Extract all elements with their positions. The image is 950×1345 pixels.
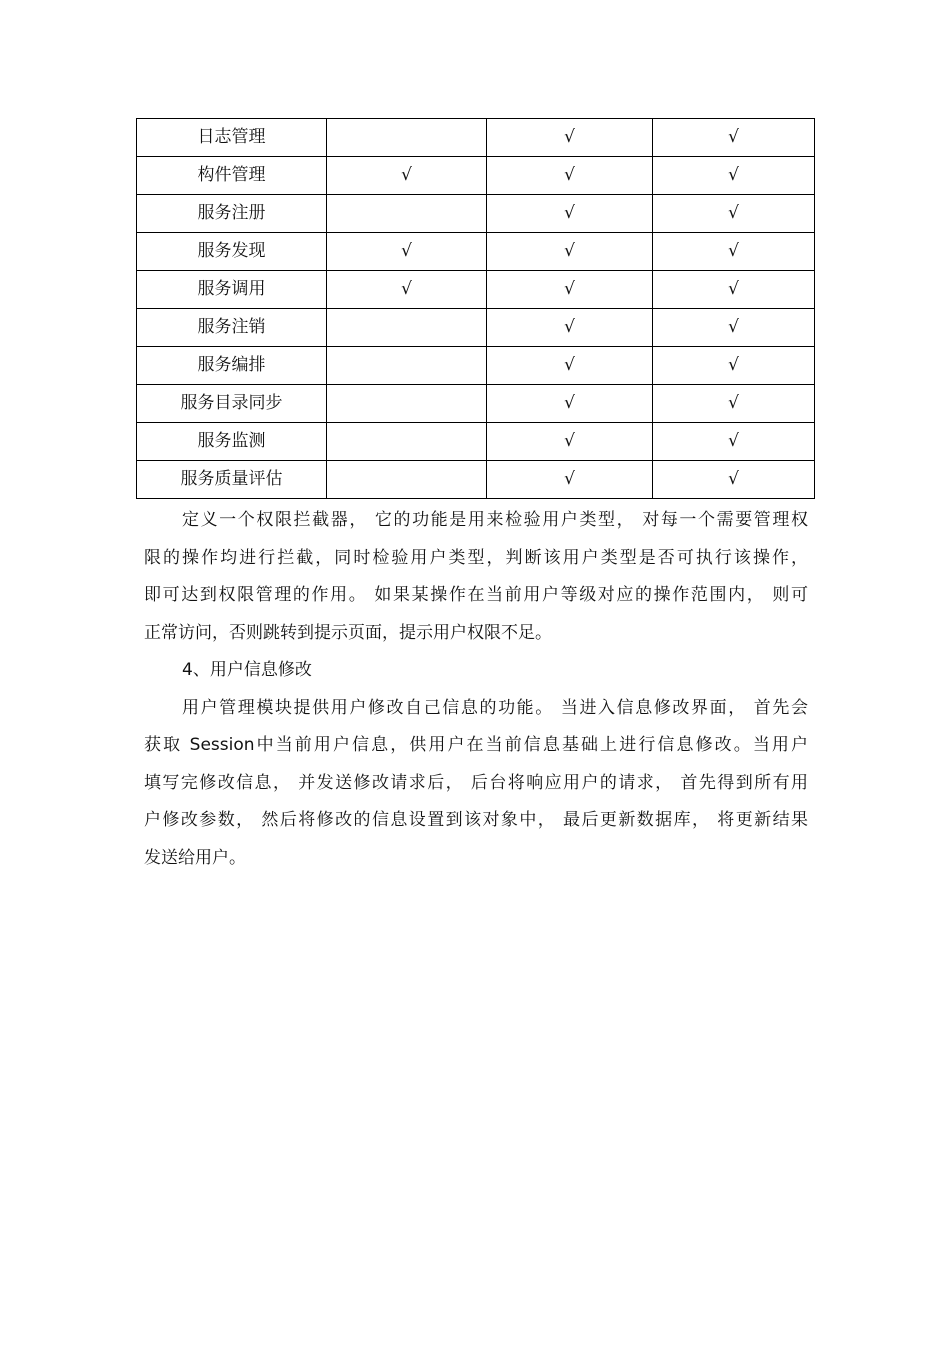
permission-cell: √ — [653, 309, 815, 347]
paragraph-line: 户修改参数， 然后将修改的信息设置到该对象中， 最后更新数据库， 将更新结果 — [144, 810, 808, 830]
function-cell: 日志管理 — [137, 119, 327, 157]
function-cell: 服务质量评估 — [137, 461, 327, 499]
permission-cell: √ — [327, 271, 487, 309]
function-cell: 服务编排 — [137, 347, 327, 385]
body-text — [144, 502, 808, 877]
permission-table-body — [137, 119, 815, 499]
paragraph-line: 获取 Session中当前用户信息，供用户在当前信息基础上进行信息修改。当用户 — [144, 735, 808, 755]
table-row — [137, 385, 815, 423]
permission-cell: √ — [653, 271, 815, 309]
permission-cell — [327, 347, 487, 385]
permission-cell — [327, 119, 487, 157]
table-row — [137, 119, 815, 157]
permission-cell: √ — [653, 385, 815, 423]
function-cell: 服务监测 — [137, 423, 327, 461]
permission-cell: √ — [487, 309, 653, 347]
permission-cell: √ — [487, 157, 653, 195]
permission-cell: √ — [653, 233, 815, 271]
permission-cell — [327, 195, 487, 233]
paragraph-line: 即可达到权限管理的作用。 如果某操作在当前用户等级对应的操作范围内， 则可 — [144, 585, 808, 605]
permission-cell: √ — [653, 157, 815, 195]
function-cell: 服务发现 — [137, 233, 327, 271]
table-row — [137, 309, 815, 347]
permission-cell: √ — [487, 347, 653, 385]
function-cell: 服务注册 — [137, 195, 327, 233]
function-cell: 服务注销 — [137, 309, 327, 347]
paragraph-line: 填写完修改信息， 并发送修改请求后， 后台将响应用户的请求， 首先得到所有用 — [144, 772, 808, 793]
permission-cell: √ — [487, 195, 653, 233]
permission-cell: √ — [487, 423, 653, 461]
table-row — [137, 347, 815, 385]
permission-cell: √ — [487, 271, 653, 309]
permission-table — [136, 118, 815, 499]
function-cell: 服务调用 — [137, 271, 327, 309]
permission-cell: √ — [653, 347, 815, 385]
permission-cell: √ — [487, 385, 653, 423]
permission-cell: √ — [653, 423, 815, 461]
permission-cell: √ — [327, 233, 487, 271]
paragraph-line: 发送给用户。 — [144, 847, 246, 868]
permission-cell: √ — [327, 157, 487, 195]
table-row — [137, 271, 815, 309]
permission-cell — [327, 385, 487, 423]
permission-cell — [327, 461, 487, 499]
paragraph-line: 正常访问，否则跳转到提示页面，提示用户权限不足。 — [144, 622, 552, 643]
permission-cell: √ — [487, 461, 653, 499]
permission-cell: √ — [653, 195, 815, 233]
permission-cell: √ — [653, 119, 815, 157]
permission-cell: √ — [487, 119, 653, 157]
section-heading: 4、用户信息修改 — [182, 660, 312, 680]
paragraph-line: 限的操作均进行拦截，同时检验用户类型，判断该用户类型是否可执行该操作， — [144, 547, 808, 568]
paragraph-line: 用户管理模块提供用户修改自己信息的功能。 当进入信息修改界面， 首先会 — [182, 697, 808, 718]
permission-cell — [327, 309, 487, 347]
table-row — [137, 195, 815, 233]
permission-cell: √ — [487, 233, 653, 271]
table-row — [137, 157, 815, 195]
table-row — [137, 423, 815, 461]
permission-cell — [327, 423, 487, 461]
table-row — [137, 461, 815, 499]
table-row — [137, 233, 815, 271]
function-cell: 构件管理 — [137, 157, 327, 195]
permission-cell: √ — [653, 461, 815, 499]
paragraph-line: 定义一个权限拦截器， 它的功能是用来检验用户类型， 对每一个需要管理权 — [182, 510, 808, 530]
function-cell: 服务目录同步 — [137, 385, 327, 423]
